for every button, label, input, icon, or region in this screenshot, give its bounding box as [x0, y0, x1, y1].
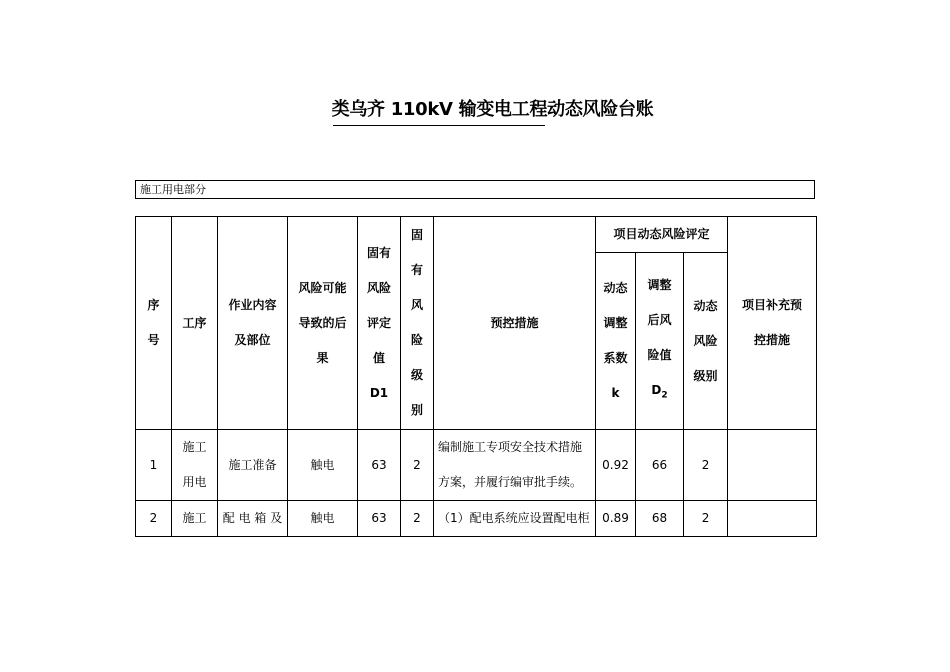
cell-supplement — [728, 430, 817, 501]
cell-level: 2 — [401, 501, 434, 537]
cell-work: 施工准备 — [218, 430, 288, 501]
header-adjusted-value: 调整 后风 险值 $D_2$ — [636, 253, 684, 430]
risk-ledger-table — [135, 216, 817, 537]
header-measures: 预控措施 — [434, 217, 596, 430]
cell-dynamic-level: 2 — [684, 430, 728, 501]
header-dynamic-level: 动态 风险 级别 — [684, 253, 728, 430]
cell-measures: 编制施工专项安全技术措施 方案，并履行编审批手续。 — [434, 430, 596, 501]
cell-d1: 63 — [358, 501, 401, 537]
cell-consequence: 触电 — [288, 501, 358, 537]
header-inherent-level: 固 有 风 险 级 别 — [401, 217, 434, 430]
header-work: 作业内容 及部位 — [218, 217, 288, 430]
header-consequence: 风险可能 导致的后 果 — [288, 217, 358, 430]
cell-consequence: 触电 — [288, 430, 358, 501]
cell-d1: 63 — [358, 430, 401, 501]
header-dynamic-group: 项目动态风险评定 — [596, 217, 728, 253]
cell-process: 施工 用电 — [172, 430, 218, 501]
cell-d2: 68 — [636, 501, 684, 537]
header-supplement: 项目补充预 控措施 — [728, 217, 817, 430]
cell-measures: （1）配电系统应设置配电柜 — [434, 501, 596, 537]
title-underline — [333, 125, 545, 126]
cell-d2: 66 — [636, 430, 684, 501]
table-row — [136, 501, 817, 537]
page-title: 类乌齐 110kV 输变电工程动态风险台账 — [331, 99, 654, 120]
cell-no: 1 — [136, 430, 172, 501]
header-coef: 动态 调整 系数 k — [596, 253, 636, 430]
cell-supplement — [728, 501, 817, 537]
section-label: 施工用电部分 — [135, 180, 815, 199]
header-process: 工序 — [172, 217, 218, 430]
cell-level: 2 — [401, 430, 434, 501]
cell-no: 2 — [136, 501, 172, 537]
cell-process: 施工 — [172, 501, 218, 537]
table-row — [136, 430, 817, 501]
cell-work: 配 电 箱 及 — [218, 501, 288, 537]
header-inherent-value: 固有 风险 评定 值 D1 — [358, 217, 401, 430]
cell-k: 0.92 — [596, 430, 636, 501]
cell-k: 0.89 — [596, 501, 636, 537]
header-no: 序 号 — [136, 217, 172, 430]
cell-dynamic-level: 2 — [684, 501, 728, 537]
